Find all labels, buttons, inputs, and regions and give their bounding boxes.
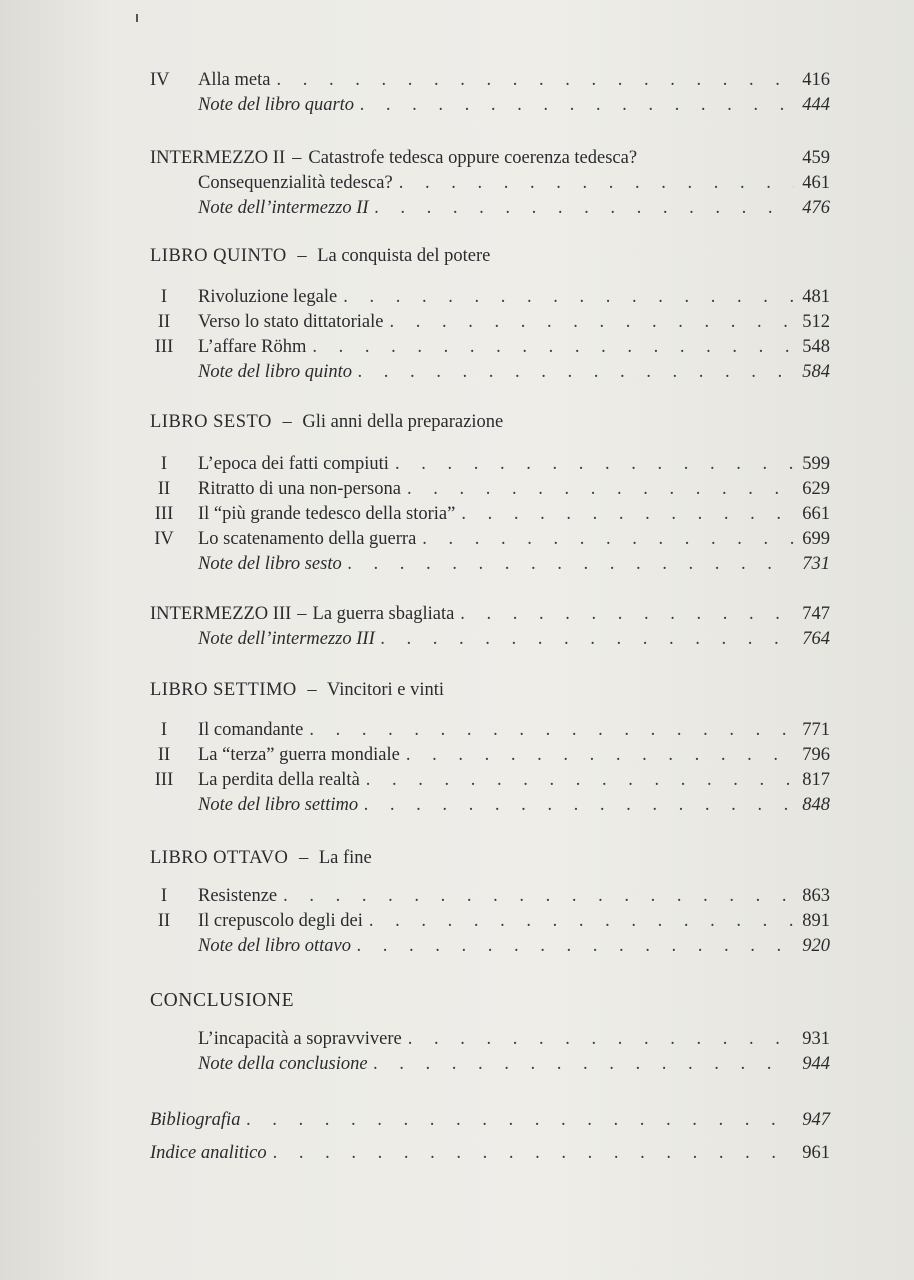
heading-dash: – (297, 604, 307, 624)
entry-title: L’epoca dei fatti compiuti (198, 454, 389, 474)
section-subtitle: La guerra sbagliata (312, 604, 455, 624)
entry-number: IV (150, 70, 170, 90)
section-heading-libro-settimo (150, 680, 444, 701)
entry-title: Note del libro settimo (198, 795, 359, 815)
section-heading-intermezzo-2 (150, 148, 830, 172)
dot-leader (366, 770, 794, 791)
toc-entry-notes (150, 198, 830, 222)
toc-entry-bibliografia (150, 1110, 830, 1134)
entry-title: Indice analitico (150, 1143, 267, 1163)
section-subtitle: La conquista del potere (317, 246, 491, 266)
dot-leader (399, 173, 794, 194)
entry-page: 599 (802, 454, 830, 474)
entry-page: 947 (802, 1110, 830, 1130)
entry-title: L’affare Röhm (198, 337, 307, 357)
dot-leader (389, 312, 794, 333)
section-subtitle: La fine (318, 848, 372, 868)
section-heading: INTERMEZZO III (150, 604, 292, 624)
dot-leader (461, 504, 794, 525)
entry-title: Lo scatenamento della guerra (198, 529, 417, 549)
dot-leader (360, 95, 794, 116)
section-heading-conclusione (150, 990, 294, 1012)
entry-title: Note del libro sesto (198, 554, 342, 574)
entry-title: Resistenze (198, 886, 278, 906)
dot-leader (343, 287, 794, 308)
section-heading: LIBRO OTTAVO (150, 848, 289, 868)
toc-entry-notes (150, 629, 830, 653)
toc-entry-notes (150, 1054, 830, 1078)
entry-number: III (154, 770, 174, 790)
toc-entry (150, 1029, 830, 1053)
dot-leader (408, 1029, 794, 1050)
entry-page: 416 (802, 70, 830, 90)
entry-page: 661 (802, 504, 830, 524)
entry-title: La perdita della realtà (198, 770, 360, 790)
heading-dash: – (297, 246, 307, 266)
entry-number: II (157, 911, 171, 931)
entry-title: Il “più grande tedesco della storia” (198, 504, 456, 524)
entry-page: 476 (802, 198, 830, 218)
entry-title: Note del libro quarto (198, 95, 355, 115)
toc-entry (150, 886, 830, 910)
section-heading: CONCLUSIONE (150, 990, 295, 1011)
entry-page: 764 (802, 629, 830, 649)
section-heading: LIBRO QUINTO (150, 246, 287, 266)
dot-leader (357, 936, 794, 957)
entry-page: 629 (802, 479, 830, 499)
entry-title: Ritratto di una non-persona (198, 479, 401, 499)
entry-title: Rivoluzione legale (198, 287, 338, 307)
dot-leader (375, 198, 794, 219)
entry-number: II (157, 745, 171, 765)
entry-title: Note del libro quinto (198, 362, 352, 382)
entry-title: L’incapacità a sopravvivere (198, 1029, 402, 1049)
entry-page: 891 (802, 911, 830, 931)
toc-entry (150, 337, 830, 361)
toc-entry (150, 529, 830, 553)
dot-leader (460, 604, 794, 625)
toc-entry-notes (150, 362, 830, 386)
section-heading-libro-ottavo (150, 848, 372, 869)
section-heading-libro-quinto (150, 246, 490, 267)
entry-title: Note dell’intermezzo III (198, 629, 375, 649)
toc-entry-notes (150, 95, 830, 119)
entry-page: 584 (802, 362, 830, 382)
entry-title: Bibliografia (150, 1110, 241, 1130)
entry-page: 461 (802, 173, 830, 193)
section-page: 747 (802, 604, 830, 624)
section-heading: LIBRO SETTIMO (150, 680, 297, 700)
dot-leader (406, 745, 794, 766)
toc-entry (150, 287, 830, 311)
entry-page: 771 (802, 720, 830, 740)
section-subtitle: Catastrofe tedesca oppure coerenza tedesca? (308, 148, 638, 168)
entry-page: 961 (802, 1143, 830, 1163)
heading-dash: – (298, 848, 309, 868)
entry-title: Note della conclusione (198, 1054, 368, 1074)
section-subtitle: Gli anni della preparazione (302, 412, 504, 432)
entry-number: I (160, 454, 168, 474)
entry-title: Alla meta (198, 70, 271, 90)
toc-entry (150, 911, 830, 935)
toc-entry (150, 745, 830, 769)
dot-leader (246, 1110, 794, 1131)
toc-entry (150, 173, 830, 197)
entry-page: 699 (802, 529, 830, 549)
dot-leader (369, 911, 794, 932)
dot-leader (309, 720, 794, 741)
dot-leader (407, 479, 794, 500)
toc-entry-indice (150, 1143, 830, 1167)
heading-dash: – (292, 148, 302, 168)
toc-entry (150, 454, 830, 478)
entry-number: III (154, 504, 174, 524)
entry-page: 512 (802, 312, 830, 332)
toc-entry-notes (150, 795, 830, 819)
toc-entry (150, 504, 830, 528)
entry-title: Note dell’intermezzo II (198, 198, 369, 218)
entry-number: II (157, 312, 171, 332)
dot-leader (273, 1143, 794, 1164)
toc-entry (150, 312, 830, 336)
heading-dash: – (282, 412, 292, 432)
entry-page: 848 (802, 795, 830, 815)
entry-page: 796 (802, 745, 830, 765)
entry-number: III (154, 337, 174, 357)
entry-title: Il comandante (198, 720, 304, 740)
dot-leader (374, 1054, 794, 1075)
dot-leader (312, 337, 794, 358)
toc-entry-notes (150, 554, 830, 578)
entry-page: 817 (802, 770, 830, 790)
entry-number: I (160, 886, 168, 906)
dot-leader (348, 554, 794, 575)
dot-leader (422, 529, 794, 550)
dot-leader (381, 629, 794, 650)
page-mark (136, 14, 138, 22)
entry-number: IV (154, 529, 174, 549)
toc-entry (150, 70, 830, 94)
toc-entry (150, 720, 830, 744)
section-subtitle: Vincitori e vinti (326, 680, 445, 700)
dot-leader (364, 795, 794, 816)
entry-title: Il crepuscolo degli dei (198, 911, 363, 931)
entry-page: 481 (802, 287, 830, 307)
entry-page: 944 (802, 1054, 830, 1074)
dot-leader (276, 70, 794, 91)
entry-number: I (160, 287, 168, 307)
entry-page: 920 (802, 936, 830, 956)
entry-title: Verso lo stato dittatoriale (198, 312, 384, 332)
dot-leader (358, 362, 794, 383)
toc-entry (150, 479, 830, 503)
entry-number: I (160, 720, 168, 740)
toc-entry-notes (150, 936, 830, 960)
section-heading: LIBRO SESTO (150, 412, 272, 432)
toc-entry (150, 770, 830, 794)
entry-number: II (157, 479, 171, 499)
entry-title: La “terza” guerra mondiale (198, 745, 400, 765)
entry-title: Consequenzialità tedesca? (198, 173, 393, 193)
section-page: 459 (802, 148, 830, 168)
heading-dash: – (307, 680, 317, 700)
entry-page: 931 (802, 1029, 830, 1049)
dot-leader (395, 454, 794, 475)
entry-page: 863 (802, 886, 830, 906)
entry-page: 548 (802, 337, 830, 357)
section-heading-libro-sesto (150, 412, 503, 433)
entry-page: 444 (802, 95, 830, 115)
section-heading-intermezzo-3 (150, 604, 830, 628)
dot-leader (283, 886, 794, 907)
entry-page: 731 (802, 554, 830, 574)
section-heading: INTERMEZZO II (150, 148, 286, 168)
entry-title: Note del libro ottavo (198, 936, 351, 956)
